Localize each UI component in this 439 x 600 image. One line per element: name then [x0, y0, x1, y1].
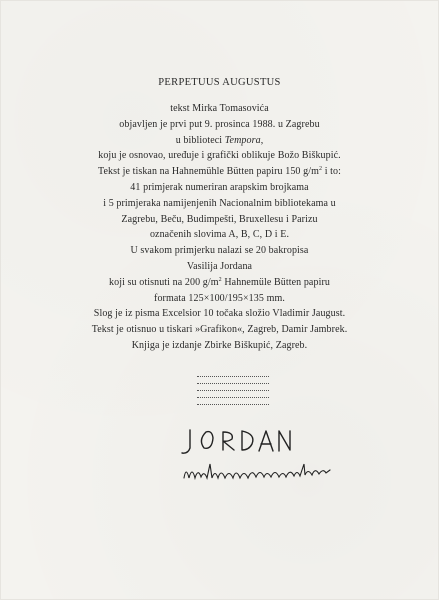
- colophon-line: [0, 275, 439, 291]
- dotted-rule: [197, 383, 269, 384]
- colophon-line: označenih slovima A, B, C, D i E.: [149, 229, 290, 241]
- handwritten-signature: [176, 426, 356, 486]
- dotted-rule: [197, 390, 269, 391]
- colophon-text: [0, 101, 439, 354]
- library-name: Tempora: [224, 134, 261, 146]
- colophon-line: Zagrebu, Beču, Budimpešti, Bruxellesu i Parizu: [121, 213, 318, 225]
- colophon-line: Tekst je otisnuo u tiskari »Grafikon«, Zagreb, Damir Jambrek.: [91, 324, 348, 336]
- colophon-line: 41 primjerak numeriran arapskim brojkama: [130, 181, 309, 193]
- colophon-line-start: u biblioteci: [175, 134, 225, 146]
- dotted-rule: [197, 397, 269, 398]
- colophon-line: U svakom primjerku nalazi se 20 bakropisa: [130, 245, 309, 257]
- colophon-line: Knjiga je izdanje Zbirke Biškupić, Zagreb.: [131, 339, 308, 351]
- superscript-2: 2: [218, 276, 222, 283]
- library-name-suffix: ,: [260, 134, 264, 146]
- colophon-line: Slog je iz pisma Excelsior 10 točaka složio Vladimir Jaugust.: [93, 308, 346, 320]
- colophon-line-start: koji su otisnuti na 200 g/m: [109, 276, 219, 288]
- book-title: PERPETUUS AUGUSTUS: [158, 77, 281, 88]
- dotted-rule: [197, 404, 269, 405]
- colophon-line: koju je osnovao, uređuje i grafički oblikuje Božo Biškupić.: [98, 150, 341, 162]
- numbering-lines: [197, 376, 269, 411]
- superscript-2: 2: [318, 166, 323, 173]
- colophon-line: Vasilija Jordana: [186, 260, 253, 272]
- colophon-line: [0, 164, 439, 180]
- colophon-line: tekst Mirka Tomasovića: [170, 103, 269, 114]
- colophon-line-start: Tekst je tiskan na Hahnemühle Bütten papiru 150 g/m: [97, 166, 319, 178]
- colophon-line: formata 125×100/195×135 mm.: [154, 292, 285, 304]
- colophon-line: objavljen je prvi put 9. prosinca 1988. u Zagrebu: [119, 118, 320, 130]
- dotted-rule: [197, 376, 269, 377]
- colophon-line-end: i to:: [322, 166, 342, 178]
- signature-text: JORDAN: [176, 426, 180, 427]
- colophon-line: i 5 primjeraka namijenjenih Nacionalnim bibliotekama u: [103, 197, 336, 209]
- colophon-line-end: Hahnemüle Bütten papiru: [221, 276, 330, 288]
- colophon-line: [0, 133, 439, 149]
